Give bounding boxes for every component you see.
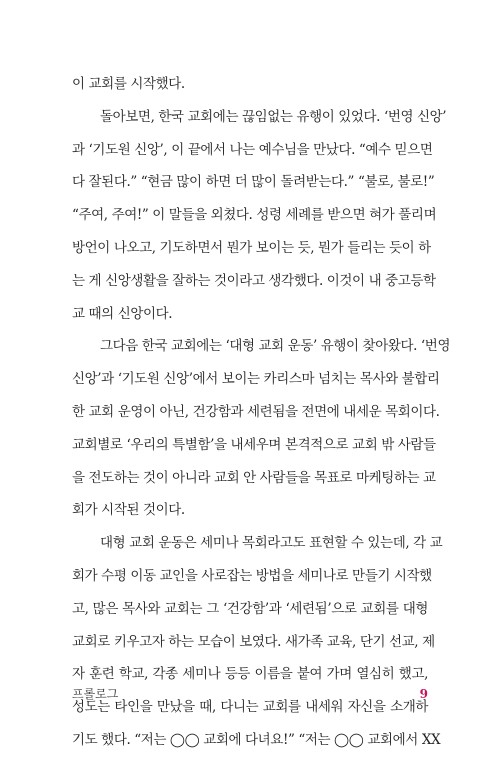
body-text (72, 68, 451, 757)
text-line: 기도 했다. “저는 ◯◯ 교회에 다녀요!” “저는 ◯◯ 교회에서 XX (72, 731, 441, 748)
text-line: 자 훈련 학교, 각종 세미나 등등 이름을 붙여 가며 열심히 했고, (72, 666, 428, 683)
page-number: 9 (419, 687, 428, 701)
page-footer (72, 684, 428, 704)
text-line: 교회로 키우고자 하는 모습이 보였다. 새가족 교육, 단기 선교, 제 (72, 633, 435, 650)
text-line: 이 교회를 시작했다. (72, 76, 185, 92)
text-line: 방언이 나오고, 기도하면서 뭔가 보이는 듯, 뭔가 들리는 듯이 하 (72, 239, 431, 256)
text-line: 교 때의 신앙이다. (72, 305, 173, 322)
text-line: 을 전도하는 것이 아니라 교회 안 사람들을 목표로 마케팅하는 교 (72, 469, 436, 486)
text-line: “주여, 주여!” 이 말들을 외쳤다. 성령 세례를 받으면 혀가 풀리며 (72, 207, 437, 224)
text-line: 다 잘된다.” “현금 많이 하면 더 많이 돌려받는다.” “불로, 불로!” (72, 174, 435, 191)
text-line: 신앙’과 ‘기도원 신앙’에서 보이는 카리스마 넘치는 목사와 불합리 (72, 371, 440, 388)
text-line: 고, 많은 목사와 교회는 그 ‘건강함’과 ‘세련됨’으로 교회를 대형 (72, 600, 428, 617)
text-line: 대형 교회 운동은 세미나 목회라고도 표현할 수 있는데, 각 교 (100, 535, 443, 552)
text-line: 성도는 타인을 만났을 때, 다니는 교회를 내세워 자신을 소개하 (72, 699, 428, 716)
running-head: 프롤로그 (72, 687, 119, 701)
text-line: 그다음 한국 교회에는 ‘대형 교회 운동’ 유행이 찾아왔다. ‘번영 (100, 338, 451, 355)
text-line: 회가 시작된 것이다. (72, 502, 185, 519)
text-line: 돌아보면, 한국 교회에는 끊임없는 유행이 있었다. ‘번영 신앙’ (100, 108, 447, 125)
text-line: 교회별로 ‘우리의 특별함’을 내세우며 본격적으로 교회 밖 사람들 (72, 436, 436, 453)
text-line: 는 게 신앙생활을 잘하는 것이라고 생각했다. 이것이 내 중고등학 (72, 272, 436, 289)
text-line: 회가 수평 이동 교인을 사로잡는 방법을 세미나로 만들기 시작했 (72, 567, 432, 584)
text-line: 과 ‘기도원 신앙’, 이 끝에서 나는 예수님을 만났다. “예수 믿으면 (72, 141, 433, 158)
text-line: 한 교회 운영이 아닌, 건강함과 세련됨을 전면에 내세운 목회이다. (72, 403, 440, 420)
